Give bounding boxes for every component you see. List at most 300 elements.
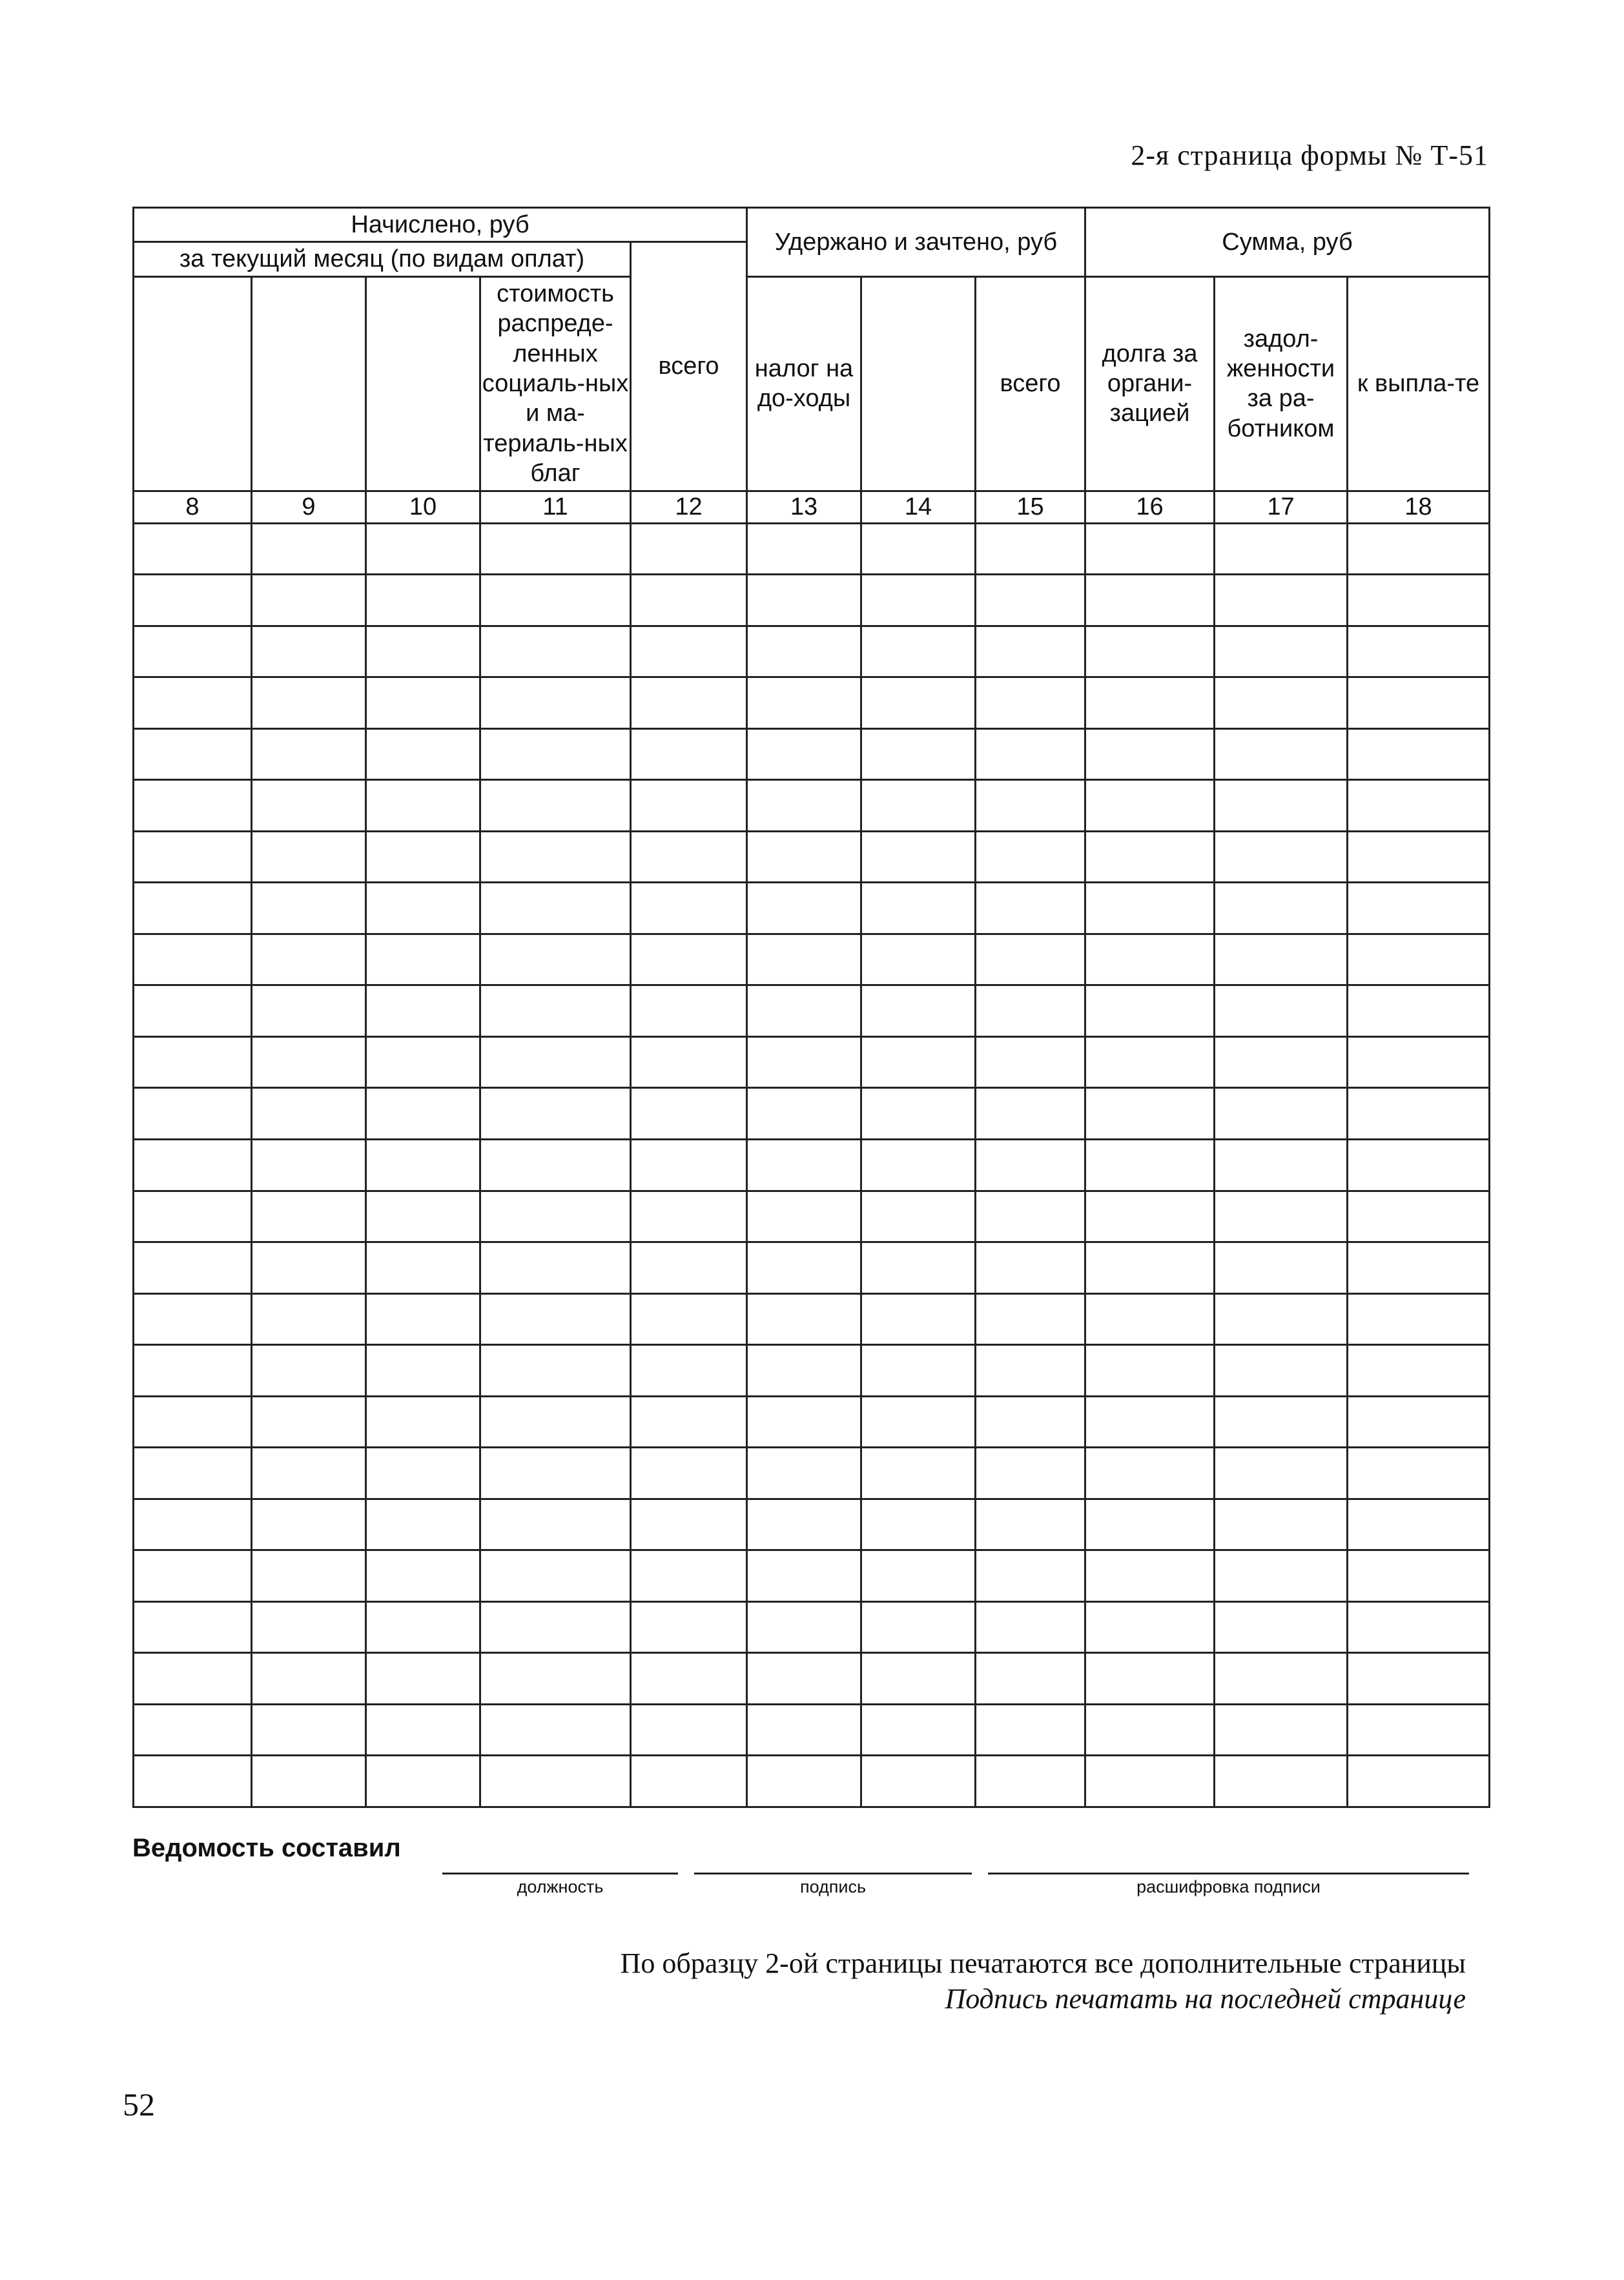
table-cell [480, 626, 631, 677]
table-cell [631, 985, 747, 1037]
table-cell [1348, 1756, 1490, 1807]
page-header: 2-я страница формы № Т-51 [1131, 139, 1488, 171]
table-cell [747, 831, 861, 883]
table-cell [976, 728, 1085, 780]
table-cell [252, 1550, 366, 1602]
decoding-signature-line [988, 1873, 1469, 1897]
table-row [134, 728, 1490, 780]
table-cell [252, 1396, 366, 1448]
table-cell [252, 626, 366, 677]
table-cell [252, 1293, 366, 1345]
table-cell [134, 1756, 252, 1807]
table-cell [252, 1345, 366, 1397]
table-cell [366, 575, 480, 626]
header-col-10 [366, 276, 480, 491]
table-cell [1348, 523, 1490, 575]
table-cell [631, 1088, 747, 1140]
table-cell [976, 1345, 1085, 1397]
table-cell [1085, 985, 1215, 1037]
table-cell [1215, 1704, 1348, 1756]
table-cell [631, 831, 747, 883]
table-cell [480, 575, 631, 626]
table-cell [1085, 1601, 1215, 1653]
table-cell [747, 1191, 861, 1242]
table-cell [976, 985, 1085, 1037]
table-row [134, 1036, 1490, 1088]
table-cell [861, 1499, 976, 1550]
note-signature-last-page: Подпись печатать на последней странице [945, 1983, 1466, 2015]
table-cell [134, 1191, 252, 1242]
table-cell [861, 677, 976, 729]
table-row [134, 780, 1490, 832]
header-col-18-to-pay: к выпла-те [1348, 276, 1490, 491]
table-cell [1085, 780, 1215, 832]
column-number: 11 [480, 491, 631, 523]
table-cell [480, 883, 631, 934]
table-cell [861, 626, 976, 677]
table-cell [480, 1704, 631, 1756]
table-cell [134, 1448, 252, 1499]
table-cell [480, 1036, 631, 1088]
table-cell [134, 1345, 252, 1397]
table-cell [134, 626, 252, 677]
table-cell [747, 626, 861, 677]
table-cell [134, 1601, 252, 1653]
table-cell [1085, 1345, 1215, 1397]
signature-caption: подпись [799, 1877, 867, 1896]
table-cell [480, 1550, 631, 1602]
decoding-caption: расшифровка подписи [1136, 1877, 1321, 1896]
table-cell [861, 1448, 976, 1499]
table-cell [366, 1088, 480, 1140]
table-cell [134, 1499, 252, 1550]
table-cell [631, 575, 747, 626]
table-cell [1348, 1653, 1490, 1705]
table-cell [747, 1396, 861, 1448]
table-cell [861, 575, 976, 626]
table-cell [1085, 626, 1215, 677]
table-cell [252, 831, 366, 883]
table-cell [1348, 1293, 1490, 1345]
table-cell [1348, 1499, 1490, 1550]
table-cell [1215, 1140, 1348, 1191]
table-cell [1215, 1756, 1348, 1807]
table-cell [252, 780, 366, 832]
table-cell [861, 1653, 976, 1705]
table-cell [1348, 985, 1490, 1037]
table-cell [861, 1550, 976, 1602]
table-cell [976, 1550, 1085, 1602]
table-cell [252, 575, 366, 626]
table-cell [252, 1601, 366, 1653]
table-cell [252, 1088, 366, 1140]
table-row [134, 1756, 1490, 1807]
table-cell [480, 728, 631, 780]
table-cell [366, 1756, 480, 1807]
table-cell [976, 1396, 1085, 1448]
table-cell [1085, 1448, 1215, 1499]
table-cell [134, 1704, 252, 1756]
table-cell [1085, 728, 1215, 780]
table-cell [747, 1756, 861, 1807]
table-cell [1348, 677, 1490, 729]
table-row [134, 626, 1490, 677]
table-cell [976, 1704, 1085, 1756]
table-row [134, 1293, 1490, 1345]
table-cell [976, 575, 1085, 626]
table-cell [631, 728, 747, 780]
column-number: 9 [252, 491, 366, 523]
table-cell [747, 1550, 861, 1602]
table-cell [976, 883, 1085, 934]
table-cell [480, 1653, 631, 1705]
table-cell [976, 780, 1085, 832]
table-cell [134, 985, 252, 1037]
table-cell [252, 1140, 366, 1191]
table-cell [976, 1088, 1085, 1140]
table-cell [252, 1448, 366, 1499]
table-cell [366, 883, 480, 934]
table-cell [1348, 1140, 1490, 1191]
table-cell [480, 1140, 631, 1191]
table-cell [366, 1345, 480, 1397]
table-cell [252, 1036, 366, 1088]
table-cell [1348, 1191, 1490, 1242]
table-cell [1215, 1653, 1348, 1705]
table-cell [480, 1756, 631, 1807]
header-col-13-income-tax: налог на до-ходы [747, 276, 861, 491]
table-cell [1348, 728, 1490, 780]
table-cell [1215, 985, 1348, 1037]
table-row [134, 1550, 1490, 1602]
table-cell [480, 523, 631, 575]
table-cell [1215, 883, 1348, 934]
table-cell [366, 780, 480, 832]
table-cell [631, 1293, 747, 1345]
table-cell [366, 985, 480, 1037]
table-cell [861, 1704, 976, 1756]
table-cell [861, 831, 976, 883]
table-row [134, 1140, 1490, 1191]
header-col-8 [134, 276, 252, 491]
table-cell [252, 934, 366, 985]
table-cell [976, 1756, 1085, 1807]
table-cell [1215, 1293, 1348, 1345]
position-caption: должность [517, 1877, 604, 1896]
table-cell [366, 1704, 480, 1756]
table-row [134, 1088, 1490, 1140]
table-cell [366, 1140, 480, 1191]
table-cell [976, 523, 1085, 575]
table-cell [861, 883, 976, 934]
table-cell [134, 1293, 252, 1345]
column-number: 12 [631, 491, 747, 523]
table-cell [976, 831, 1085, 883]
table-cell [252, 1704, 366, 1756]
compiled-by-label: Ведомость составил [132, 1834, 401, 1862]
table-cell [134, 1653, 252, 1705]
table-cell [976, 1191, 1085, 1242]
table-cell [747, 985, 861, 1037]
table-cell [134, 780, 252, 832]
table-cell [1348, 883, 1490, 934]
table-cell [1085, 1088, 1215, 1140]
table-cell [631, 677, 747, 729]
table-cell [366, 1293, 480, 1345]
table-cell [480, 1191, 631, 1242]
table-cell [366, 523, 480, 575]
table-cell [1348, 1345, 1490, 1397]
header-col-14 [861, 276, 976, 491]
table-cell [861, 1191, 976, 1242]
table-cell [1215, 780, 1348, 832]
table-cell [1085, 1293, 1215, 1345]
table-cell [1348, 780, 1490, 832]
header-col-16-org-debt: долга за органи-зацией [1085, 276, 1215, 491]
table-cell [134, 883, 252, 934]
column-number: 14 [861, 491, 976, 523]
header-col-9 [252, 276, 366, 491]
table-cell [366, 1653, 480, 1705]
table-cell [1085, 934, 1215, 985]
table-cell [976, 1242, 1085, 1294]
table-cell [1215, 1601, 1348, 1653]
table-cell [366, 934, 480, 985]
table-cell [1215, 1088, 1348, 1140]
table-cell [480, 1448, 631, 1499]
table-cell [631, 1704, 747, 1756]
table-cell [366, 1396, 480, 1448]
table-cell [747, 1601, 861, 1653]
table-cell [480, 780, 631, 832]
table-cell [861, 1088, 976, 1140]
table-cell [1348, 831, 1490, 883]
table-cell [747, 677, 861, 729]
table-cell [1085, 831, 1215, 883]
table-cell [252, 1653, 366, 1705]
table-cell [976, 677, 1085, 729]
table-cell [976, 1140, 1085, 1191]
table-cell [1348, 575, 1490, 626]
table-cell [480, 1601, 631, 1653]
table-cell [1215, 1448, 1348, 1499]
table-cell [1085, 1140, 1215, 1191]
header-sum: Сумма, руб [1085, 208, 1490, 277]
table-cell [631, 1601, 747, 1653]
table-cell [1348, 1448, 1490, 1499]
table-row [134, 831, 1490, 883]
table-row [134, 985, 1490, 1037]
column-number: 16 [1085, 491, 1215, 523]
table-cell [747, 1242, 861, 1294]
table-cell [631, 883, 747, 934]
table-cell [976, 1036, 1085, 1088]
table-cell [1215, 677, 1348, 729]
table-cell [747, 1448, 861, 1499]
table-cell [366, 626, 480, 677]
table-cell [134, 1036, 252, 1088]
table-cell [631, 1396, 747, 1448]
table-cell [1348, 626, 1490, 677]
table-cell [861, 1345, 976, 1397]
table-cell [631, 1036, 747, 1088]
table-cell [631, 1448, 747, 1499]
table-cell [1348, 1704, 1490, 1756]
table-cell [134, 1088, 252, 1140]
table-cell [480, 934, 631, 985]
table-row [134, 1499, 1490, 1550]
table-cell [134, 1396, 252, 1448]
table-cell [1348, 934, 1490, 985]
table-cell [976, 934, 1085, 985]
table-cell [747, 523, 861, 575]
table-cell [747, 883, 861, 934]
table-cell [1348, 1396, 1490, 1448]
table-cell [1215, 1396, 1348, 1448]
table-row [134, 1601, 1490, 1653]
table-cell [480, 1396, 631, 1448]
column-number: 17 [1215, 491, 1348, 523]
table-cell [1085, 1653, 1215, 1705]
table-cell [861, 985, 976, 1037]
table-cell [861, 780, 976, 832]
note-additional-pages: По образцу 2-ой страницы печатаются все дополнительные страницы [620, 1947, 1466, 1979]
table-cell [747, 1036, 861, 1088]
table-cell [366, 728, 480, 780]
table-cell [747, 1704, 861, 1756]
table-cell [252, 523, 366, 575]
table-cell [631, 1653, 747, 1705]
table-cell [366, 677, 480, 729]
table-cell [134, 575, 252, 626]
column-number: 10 [366, 491, 480, 523]
table-cell [480, 677, 631, 729]
table-cell [631, 1242, 747, 1294]
table-cell [976, 1499, 1085, 1550]
table-cell [861, 1601, 976, 1653]
table-cell [252, 1499, 366, 1550]
table-cell [1215, 575, 1348, 626]
table-cell [366, 1036, 480, 1088]
table-cell [134, 831, 252, 883]
table-cell [747, 1653, 861, 1705]
table-cell [1085, 1704, 1215, 1756]
table-cell [480, 1345, 631, 1397]
table-row [134, 677, 1490, 729]
table-cell [480, 1293, 631, 1345]
header-current-month: за текущий месяц (по видам оплат) [134, 242, 631, 276]
table-cell [861, 1242, 976, 1294]
table-cell [366, 1499, 480, 1550]
table-row [134, 1448, 1490, 1499]
table-cell [747, 728, 861, 780]
table-row [134, 1242, 1490, 1294]
header-col-12-total: всего [631, 242, 747, 491]
table-cell [1215, 1242, 1348, 1294]
table-cell [631, 1550, 747, 1602]
table-cell [252, 883, 366, 934]
table-cell [134, 523, 252, 575]
header-col-15-total: всего [976, 276, 1085, 491]
table-cell [134, 1140, 252, 1191]
table-cell [1348, 1550, 1490, 1602]
table-cell [1215, 1036, 1348, 1088]
table-cell [1085, 883, 1215, 934]
table-cell [366, 1448, 480, 1499]
payroll-form-table [132, 207, 1490, 1808]
table-cell [861, 1756, 976, 1807]
table-cell [1215, 1550, 1348, 1602]
signature-line [694, 1873, 972, 1897]
table-row [134, 883, 1490, 934]
table-cell [134, 1550, 252, 1602]
table-cell [1215, 1345, 1348, 1397]
table-cell [1215, 831, 1348, 883]
table-cell [1085, 677, 1215, 729]
table-cell [976, 1601, 1085, 1653]
table-cell [366, 1550, 480, 1602]
table-cell [631, 934, 747, 985]
table-cell [1085, 1499, 1215, 1550]
header-accrued: Начислено, руб [134, 208, 747, 242]
table-cell [1085, 1242, 1215, 1294]
table-cell [252, 728, 366, 780]
table-cell [1348, 1242, 1490, 1294]
table-cell [861, 523, 976, 575]
table-cell [976, 626, 1085, 677]
table-cell [480, 1499, 631, 1550]
table-cell [861, 934, 976, 985]
table-cell [631, 1756, 747, 1807]
table-cell [366, 1242, 480, 1294]
table-cell [861, 728, 976, 780]
table-cell [976, 1653, 1085, 1705]
table-cell [366, 1601, 480, 1653]
table-cell [252, 985, 366, 1037]
table-cell [252, 1242, 366, 1294]
table-row [134, 1396, 1490, 1448]
column-number: 15 [976, 491, 1085, 523]
table-cell [747, 1140, 861, 1191]
table-cell [631, 1191, 747, 1242]
column-number: 8 [134, 491, 252, 523]
table-cell [1348, 1601, 1490, 1653]
table-cell [861, 1140, 976, 1191]
table-cell [976, 1448, 1085, 1499]
table-cell [366, 831, 480, 883]
table-row [134, 575, 1490, 626]
table-cell [252, 677, 366, 729]
header-withheld: Удержано и зачтено, руб [747, 208, 1085, 277]
table-cell [1348, 1088, 1490, 1140]
table-cell [252, 1756, 366, 1807]
table-cell [861, 1293, 976, 1345]
table-cell [861, 1036, 976, 1088]
table-cell [747, 1345, 861, 1397]
table-cell [631, 1345, 747, 1397]
table-cell [134, 1242, 252, 1294]
table-cell [480, 831, 631, 883]
position-signature-line [442, 1873, 678, 1897]
table-row [134, 1345, 1490, 1397]
table-cell [134, 728, 252, 780]
header-col-17-employee-debt: задол-женности за ра-ботником [1215, 276, 1348, 491]
table-cell [480, 1088, 631, 1140]
table-cell [1085, 1550, 1215, 1602]
table-cell [1085, 1756, 1215, 1807]
table-row [134, 523, 1490, 575]
table-cell [1215, 1191, 1348, 1242]
